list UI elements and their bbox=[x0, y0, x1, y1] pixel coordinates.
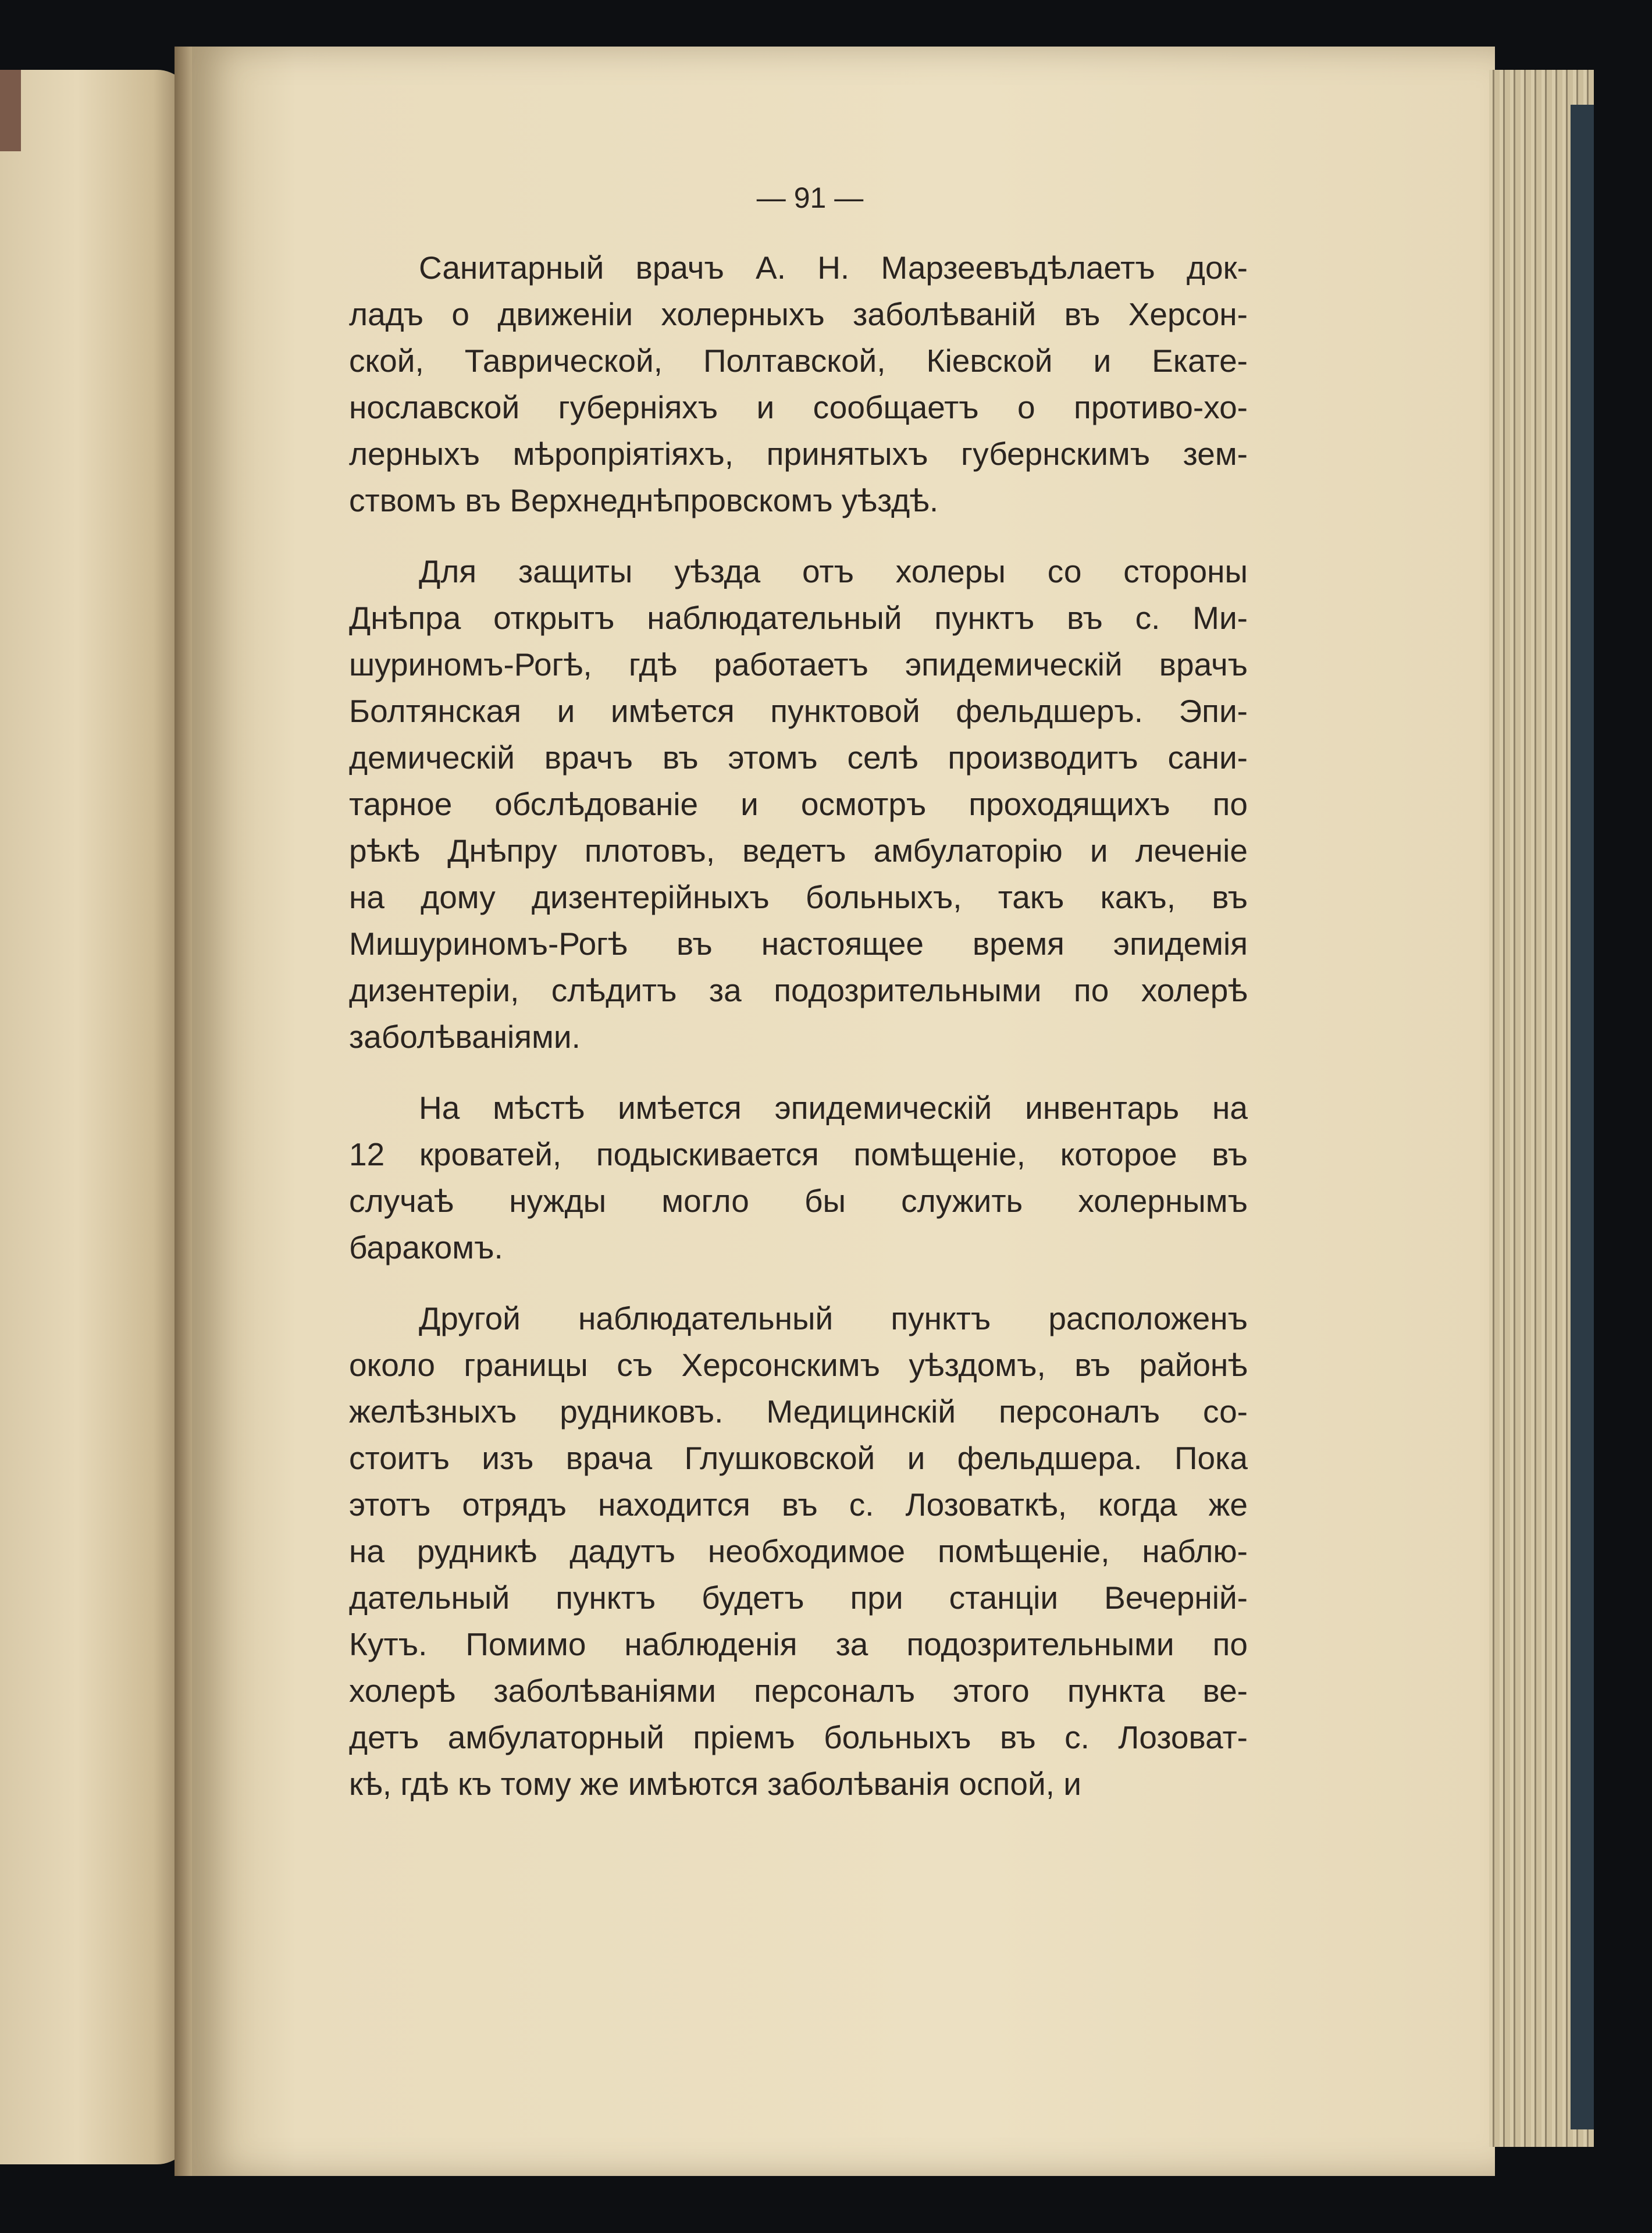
text-line: около границы съ Херсонскимъ уѣздомъ, въ районѣ bbox=[349, 1347, 1248, 1383]
text-line: нославской губерніяхъ и сообщаетъ о противо-хо- bbox=[349, 389, 1248, 425]
text-line: тарное обслѣдованіе и осмотръ проходящихъ по bbox=[349, 786, 1248, 822]
text-line: кѣ, гдѣ къ тому же имѣются заболѣванія оспой, и bbox=[349, 1766, 1081, 1802]
text-line: 12 кроватей, подыскивается помѣщеніе, которое въ bbox=[349, 1136, 1248, 1172]
text-line: дательный пунктъ будетъ при станціи Вечерній- bbox=[349, 1580, 1248, 1616]
text-line: ладъ о движеніи холерныхъ заболѣваній въ Херсон- bbox=[349, 296, 1248, 332]
text-line: заболѣваніями. bbox=[349, 1019, 581, 1055]
paragraph bbox=[349, 244, 1248, 524]
page-number: — 91 — bbox=[756, 182, 864, 214]
text-line: желѣзныхъ рудниковъ. Медицинскій персоналъ со- bbox=[349, 1393, 1248, 1430]
text-line: Кутъ. Помимо наблюденія за подозрительными по bbox=[349, 1626, 1248, 1662]
text-line: Санитарный врачъ А. Н. Марзеевъдѣлаетъ док- bbox=[419, 250, 1248, 286]
text-line: на рудникѣ дадутъ необходимое помѣщеніе, наблю- bbox=[349, 1533, 1248, 1569]
text-line: рѣкѣ Днѣпру плотовъ, ведетъ амбулаторію и леченіе bbox=[349, 833, 1248, 869]
page-text bbox=[349, 175, 1248, 1832]
paragraph bbox=[349, 548, 1248, 1060]
left-page-binding bbox=[0, 70, 21, 151]
book-cover-edge bbox=[1571, 105, 1594, 2129]
text-line: на дому дизентерійныхъ больныхъ, такъ какъ, въ bbox=[349, 879, 1248, 915]
paragraph bbox=[349, 1295, 1248, 1807]
text-line: лерныхъ мѣропріятіяхъ, принятыхъ губернскимъ зем- bbox=[349, 436, 1248, 472]
text-line: ствомъ въ Верхнеднѣпровскомъ уѣздѣ. bbox=[349, 482, 939, 518]
text-line: Днѣпра открытъ наблюдательный пунктъ въ с. Ми- bbox=[349, 600, 1248, 636]
text-line: случаѣ нужды могло бы служить холернымъ bbox=[349, 1183, 1248, 1219]
text-line: этотъ отрядъ находится въ с. Лозоваткѣ, когда же bbox=[349, 1487, 1248, 1523]
text-line: Для защиты уѣзда отъ холеры со стороны bbox=[419, 553, 1248, 589]
text-line: демическій врачъ въ этомъ селѣ производитъ сани- bbox=[349, 739, 1248, 776]
text-line: шуриномъ-Рогѣ, гдѣ работаетъ эпидемическій врачъ bbox=[349, 646, 1248, 682]
text-line: дизентеріи, слѣдитъ за подозрительными по холерѣ bbox=[349, 972, 1248, 1008]
text-line: холерѣ заболѣваніями персоналъ этого пункта ве- bbox=[349, 1673, 1248, 1709]
left-page bbox=[0, 70, 192, 2164]
text-line: Мишуриномъ-Рогѣ въ настоящее время эпидемія bbox=[349, 926, 1248, 962]
text-line: стоитъ изъ врача Глушковской и фельдшера. Пока bbox=[349, 1440, 1248, 1476]
text-line: Другой наблюдательный пунктъ расположенъ bbox=[419, 1300, 1248, 1336]
text-line: ской, Таврической, Полтавской, Кіевской и Екате- bbox=[349, 343, 1248, 379]
text-line: детъ амбулаторный пріемъ больныхъ въ с. Лозоват- bbox=[349, 1719, 1248, 1755]
text-line: Болтянская и имѣется пунктовой фельдшеръ. Эпи- bbox=[349, 693, 1248, 729]
paragraph bbox=[349, 1085, 1248, 1271]
text-line: На мѣстѣ имѣется эпидемическій инвентарь на bbox=[419, 1090, 1248, 1126]
text-line: баракомъ. bbox=[349, 1229, 503, 1265]
paragraphs bbox=[349, 244, 1248, 1807]
